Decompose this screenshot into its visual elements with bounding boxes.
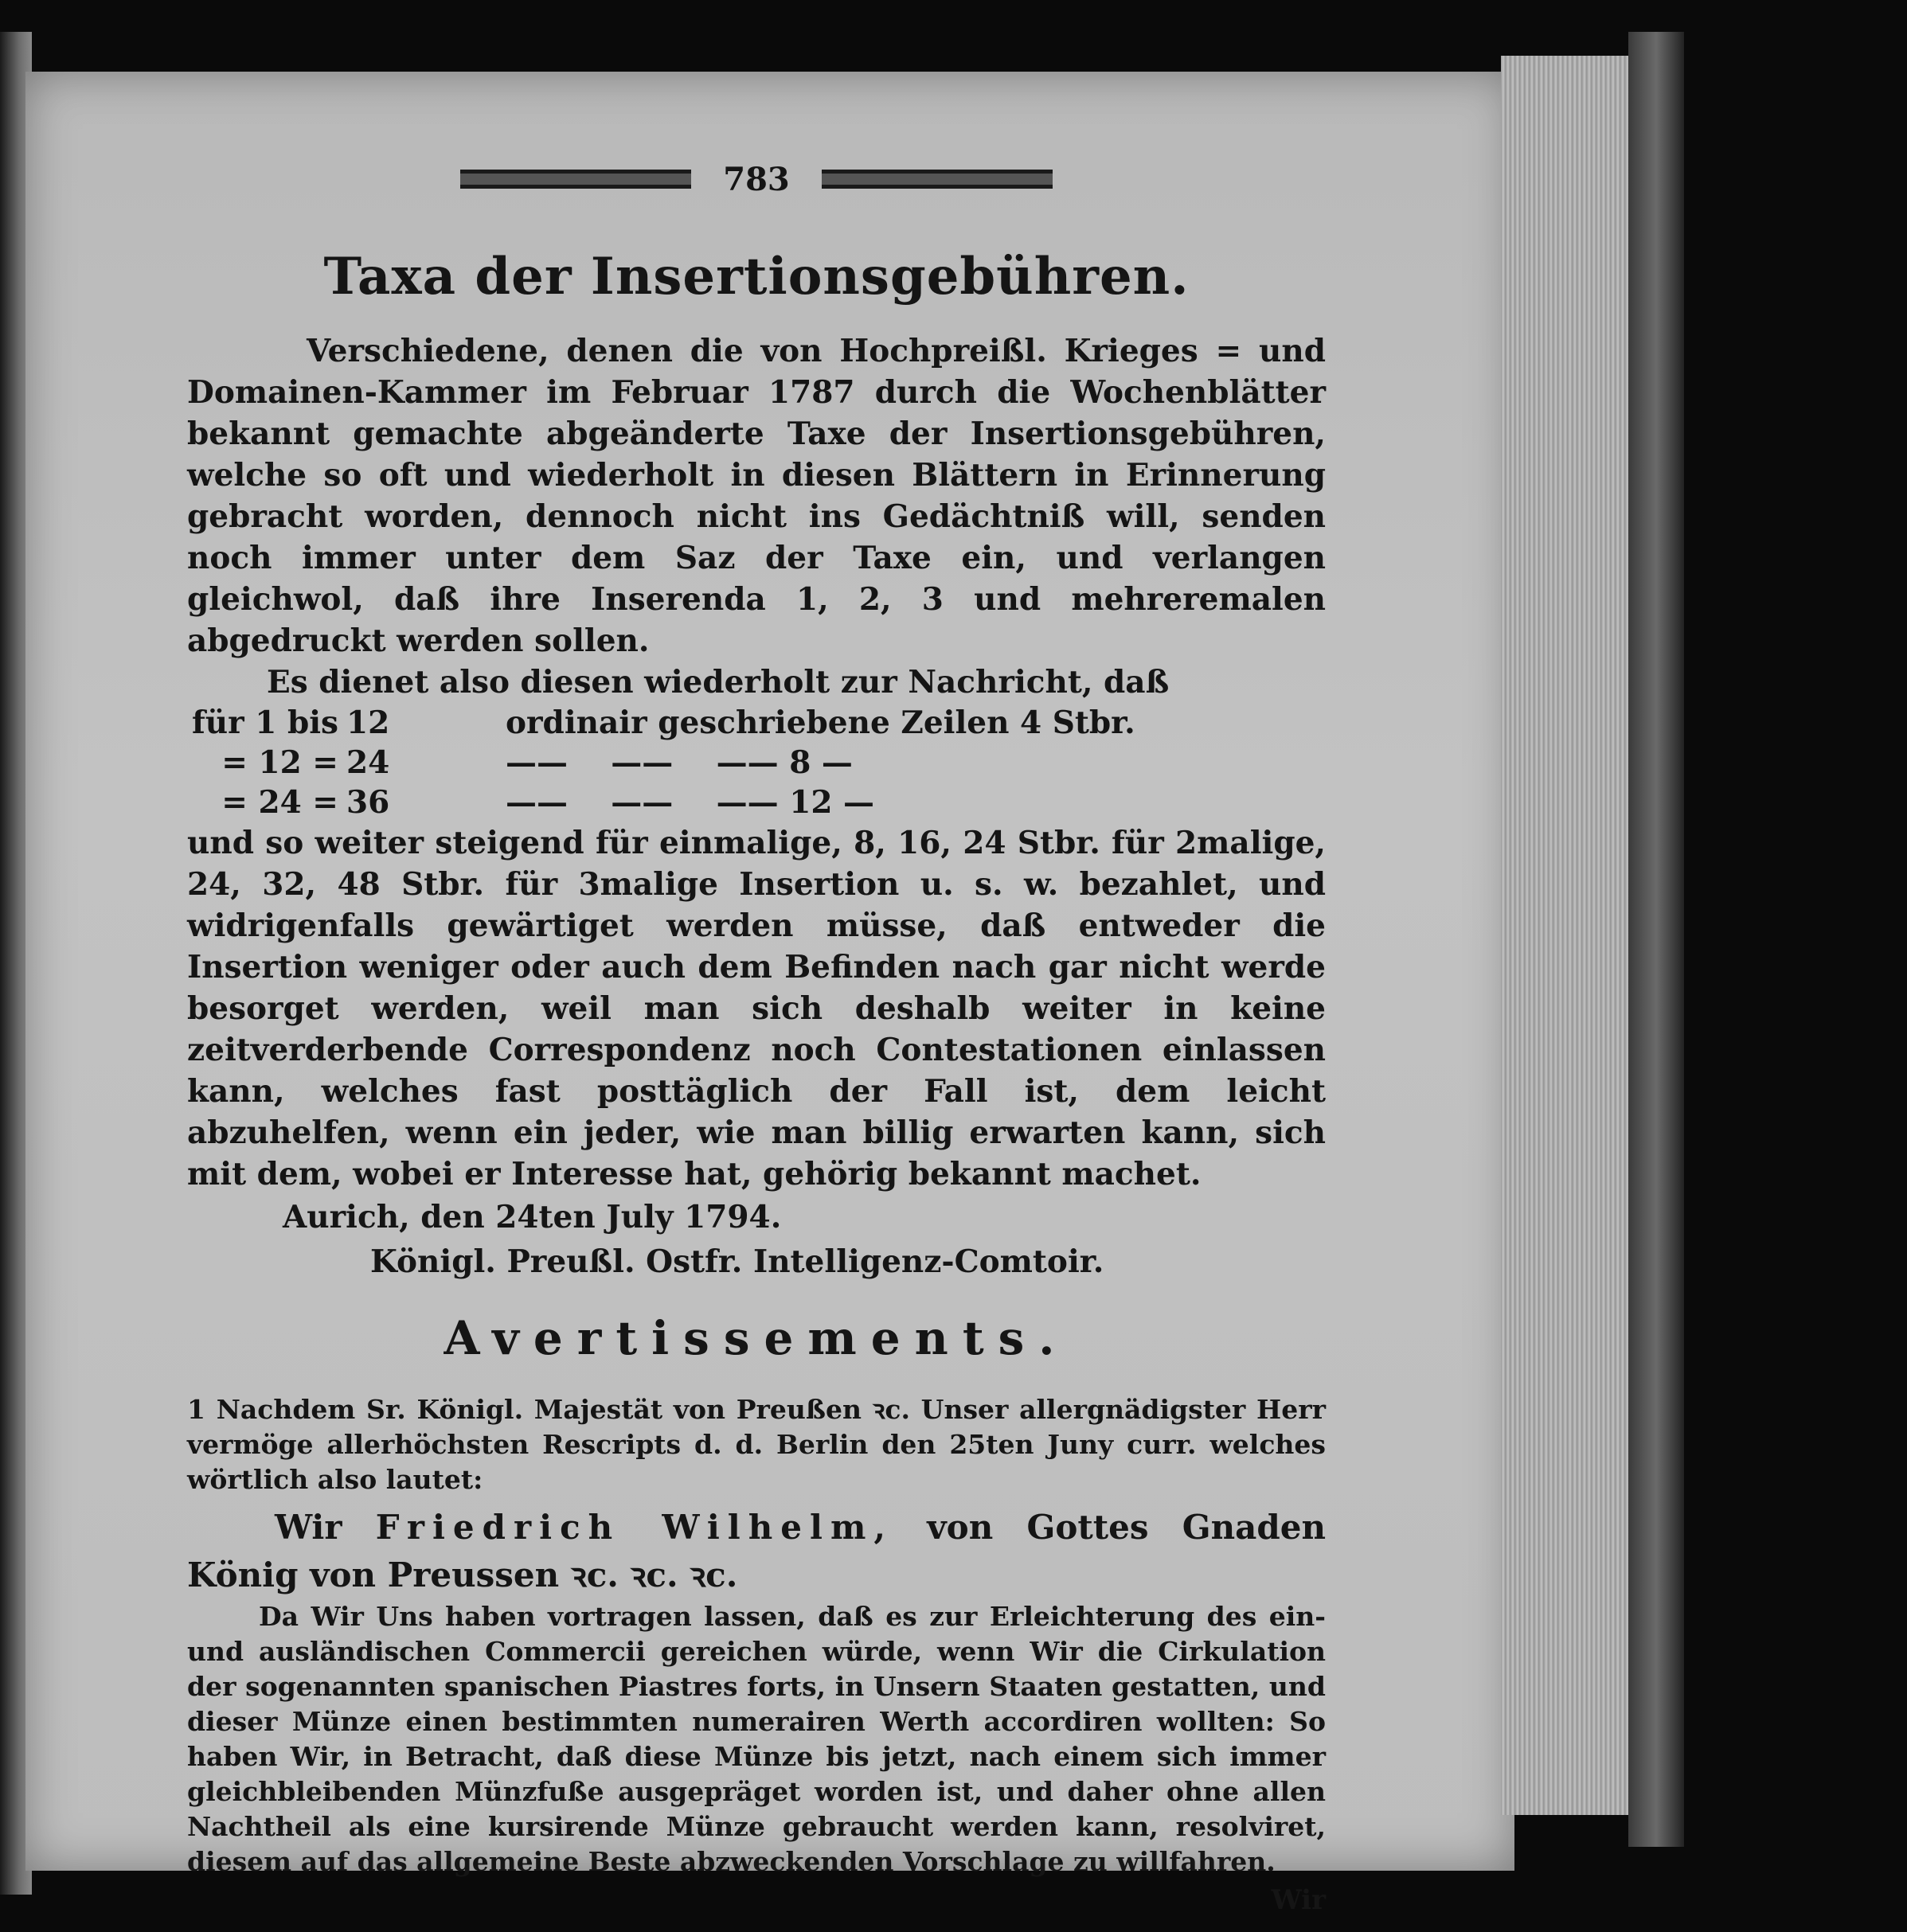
tariff-row (187, 703, 1326, 743)
header-rule-right (822, 170, 1053, 189)
page-number: 783 (723, 160, 790, 198)
office-signature: Königl. Preußl. Ostfr. Intelligenz-Comtoir. (370, 1243, 1104, 1280)
tariff-range-start: = 12 = (221, 744, 338, 781)
body-paragraph: und so weiter steigend für einmalige, 8, 16, 24 Stbr. für 2malige, 24, 32, 48 Stbr. für 3malige Insertion u. s. w. bezahlet, und widrigenfalls gewärtiget werden müsse, daß entweder die Insertion weniger oder auch dem Befinden nach gar nicht werde besorget werden, weil man sich deshalb weiter in keine zeitverderbende Correspondenz noch Contestationen einlassen kann, welches fast posttäglich der Fall ist, dem leicht abzuhelfen, wenn ein jeder, wie man billig erwarten kann, sich mit dem, wobei er Interesse hat, gehörig bekannt machet. (187, 825, 1326, 1192)
tariff-table (187, 703, 1326, 822)
date-line: Aurich, den 24ten July 1794. (283, 1199, 782, 1235)
catchword: Wir (1271, 1884, 1326, 1916)
decree-text: Da Wir Uns haben vortragen lassen, daß es zur Erleichterung des ein- und ausländischen Commercii gereichen würde, wenn Wir die Cirkulation der sogenannten spanischen Piastres forts, in Unsern Staaten gestatten, und dieser Münze einen bestimmten numerairen Werth accordiren wollten: So haben Wir, in Betracht, daß diese Münze bis jetzt, nach einem sich immer gleichbleibenden Münzfuße ausgepräget worden ist, und daher ohne allen Nachtheil als eine kursirende Münze gebraucht werden kann, resolviret, diesem auf das allgemeine Beste abzweckenden Vorschlage zu willfahren. (187, 1601, 1326, 1877)
tariff-range-end: 12 (346, 704, 390, 741)
tariff-row (187, 743, 1326, 783)
page-edges (1501, 56, 1633, 1815)
header-rule-left (460, 170, 691, 189)
tariff-row (187, 783, 1326, 822)
book-cover-right (1628, 32, 1684, 1847)
section-title: Avertissements. (444, 1311, 1069, 1365)
page-content (187, 155, 1326, 1916)
tariff-range-start: für 1 bis (191, 704, 338, 741)
page-header (187, 155, 1326, 203)
page-title: Taxa der Insertionsgebühren. (323, 247, 1190, 306)
decree-king-name: Friedrich Wilhelm, (375, 1508, 894, 1547)
tariff-range-start: = 24 = (221, 784, 338, 821)
tariff-range-end: 24 (346, 744, 390, 781)
decree-heading-post: von Gottes Gnaden König von Preussen ꝛc. ꝛc. ꝛc. (187, 1508, 1326, 1594)
tariff-rate: —— —— —— 8 — (506, 744, 853, 781)
intro-paragraph: Verschiedene, denen die von Hochpreißl. Krieges = und Domainen-Kammer im Februar 1787 durch die Wochenblätter bekannt gemachte abgeänderte Taxe der Insertionsgebühren, welche so oft und wiederholt in diesen Blättern in Erinnerung gebracht worden, dennoch nicht ins Gedächtniß will, senden noch immer unter dem Saz der Taxe ein, und verlangen gleichwol, daß ihre Inserenda 1, 2, 3 und mehreremalen abgedruckt werden sollen. (187, 333, 1326, 659)
tariff-rate: —— —— —— 12 — (506, 784, 875, 821)
notice-1: 1 Nachdem Sr. Königl. Majestät von Preußen ꝛc. Unser allergnädigster Herr vermöge allerhöchsten Rescripts d. d. Berlin den 25ten Juny curr. welches wörtlich also lautet: (187, 1394, 1326, 1495)
decree-heading (187, 1504, 1326, 1599)
tariff-rate: ordinair geschriebene Zeilen 4 Stbr. (506, 704, 1135, 741)
decree-heading-pre: Wir (275, 1508, 342, 1547)
notice-line: Es dienet also diesen wiederholt zur Nachricht, daß (267, 664, 1170, 701)
tariff-range-end: 36 (346, 784, 390, 821)
